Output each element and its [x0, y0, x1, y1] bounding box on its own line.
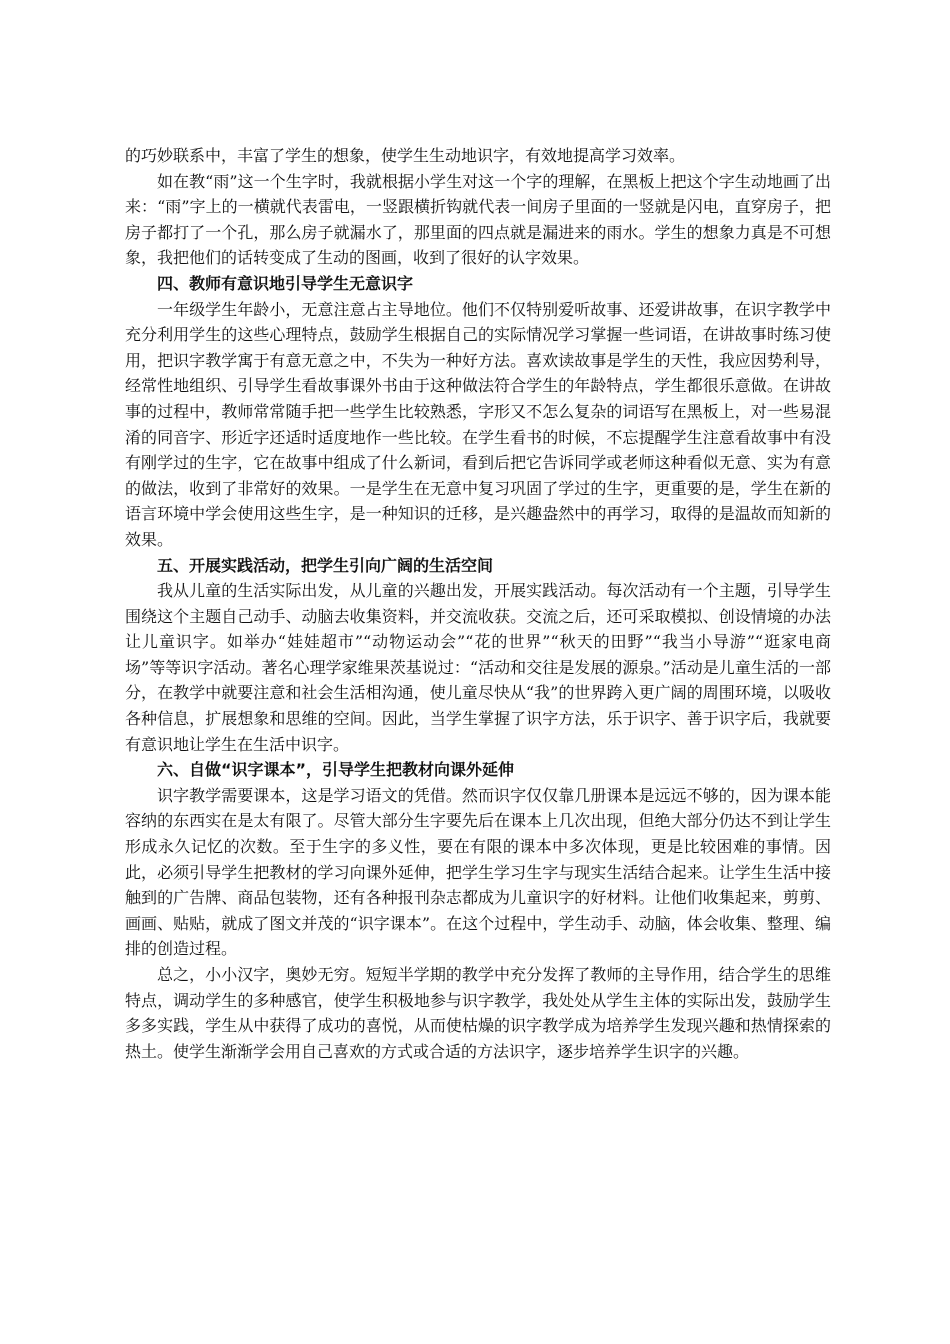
paragraph-conclusion: 总之，小小汉字，奥妙无穷。短短半学期的教学中充分发挥了教师的主导作用，结合学生的思维特点，调动学生的多种感官，使学生积极地参与识字教学，我处处从学生主体的实际出发，鼓励学生多多实践，学生从中获得了成功的喜悦，从而使枯燥的识字教学成为培养学生发现兴趣和热情探索的热土。使学生渐渐学会用自己喜欢的方式或合适的方法识字，逐步培养学生识字的兴趣。 — [125, 965, 831, 1061]
document-body — [125, 143, 831, 1064]
section-heading-4: 四、教师有意识地引导学生无意识字 — [157, 273, 414, 293]
paragraph-section-6: 识字教学需要课本，这是学习语文的凭借。然而识字仅仅靠几册课本是远远不够的，因为课本能容纳的东西实在是太有限了。尽管大部分生字要先后在课本上几次出现，但绝大部分仍达不到让学生形成永久记忆的次数。至于生字的多义性，要在有限的课本中多次体现，更是比较困难的事情。因此，必须引导学生把教材的学习向课外延伸，把学生学习生字与现实生活结合起来。让学生生活中接触到的广告牌、商品包装物，还有各种报刊杂志都成为儿童识字的好材料。让他们收集起来，剪剪、画画、贴贴，就成了图文并茂的“识字课本”。在这个过程中，学生动手、动脑，体会收集、整理、编排的创造过程。 — [125, 785, 831, 959]
paragraph-section-5: 我从儿童的生活实际出发，从儿童的兴趣出发，开展实践活动。每次活动有一个主题，引导学生围绕这个主题自己动手、动脑去收集资料，并交流收获。交流之后，还可采取模拟、创设情境的办法让儿童识字。如举办“娃娃超市”“动物运动会”“花的世界”“秋天的田野”“我当小导游”“逛家电商场”等等识字活动。著名心理学家维果茨基说过：“活动和交往是发展的源泉。”活动是儿童生活的一部分，在教学中就要注意和社会生活相沟通，使儿童尽快从“我”的世界跨入更广阔的周围环境，以吸收各种信息，扩展想象和思维的空间。因此，当学生掌握了识字方法，乐于识字、善于识字后，我就要有意识地让学生在生活中识字。 — [125, 581, 831, 754]
section-heading-6: 六、自做“识字课本”，引导学生把教材向课外延伸 — [157, 760, 515, 780]
section-heading-5: 五、开展实践活动，把学生引向广阔的生活空间 — [157, 555, 494, 575]
paragraph-rain-example: 如在教“雨”这一个生字时，我就根据小学生对这一个字的理解，在黑板上把这个字生动地画了出来：“雨”字上的一横就代表雷电，一竖跟横折钩就代表一间房子里面的一竖就是闪电，直穿房子，把房子都打了一个孔，那么房子就漏水了，那里面的四点就是漏进来的雨水。学生的想象力真是不可想象，我把他们的话转变成了生动的图画，收到了很好的认字效果。 — [125, 171, 831, 268]
paragraph-section-4: 一年级学生年龄小，无意注意占主导地位。他们不仅特别爱听故事、还爱讲故事，在识字教学中充分利用学生的这些心理特点，鼓励学生根据自己的实际情况学习掌握一些词语，在讲故事时练习使用，把识字教学寓于有意无意之中，不失为一种好方法。喜欢读故事是学生的天性，我应因势利导，经常性地组织、引导学生看故事课外书由于这种做法符合学生的年龄特点，学生都很乐意做。在讲故事的过程中，教师常常随手把一些学生比较熟悉，字形又不怎么复杂的词语写在黑板上，对一些易混淆的同音字、形近字还适时适度地作一些比较。在学生看书的时候，不忘提醒学生注意看故事中有没有刚学过的生字，它在故事中组成了什么新词，看到后把它告诉同学或老师这种看似无意、实为有意的做法，收到了非常好的效果。一是学生在无意中复习巩固了学过的生字，更重要的是，学生在新的语言环境中学会使用这些生字，是一种知识的迁移，是兴趣盎然中的再学习，取得的是温故而知新的效果。 — [125, 299, 831, 549]
paragraph-continuation: 的巧妙联系中，丰富了学生的想象，使学生生动地识字，有效地提高学习效率。 — [125, 146, 686, 165]
